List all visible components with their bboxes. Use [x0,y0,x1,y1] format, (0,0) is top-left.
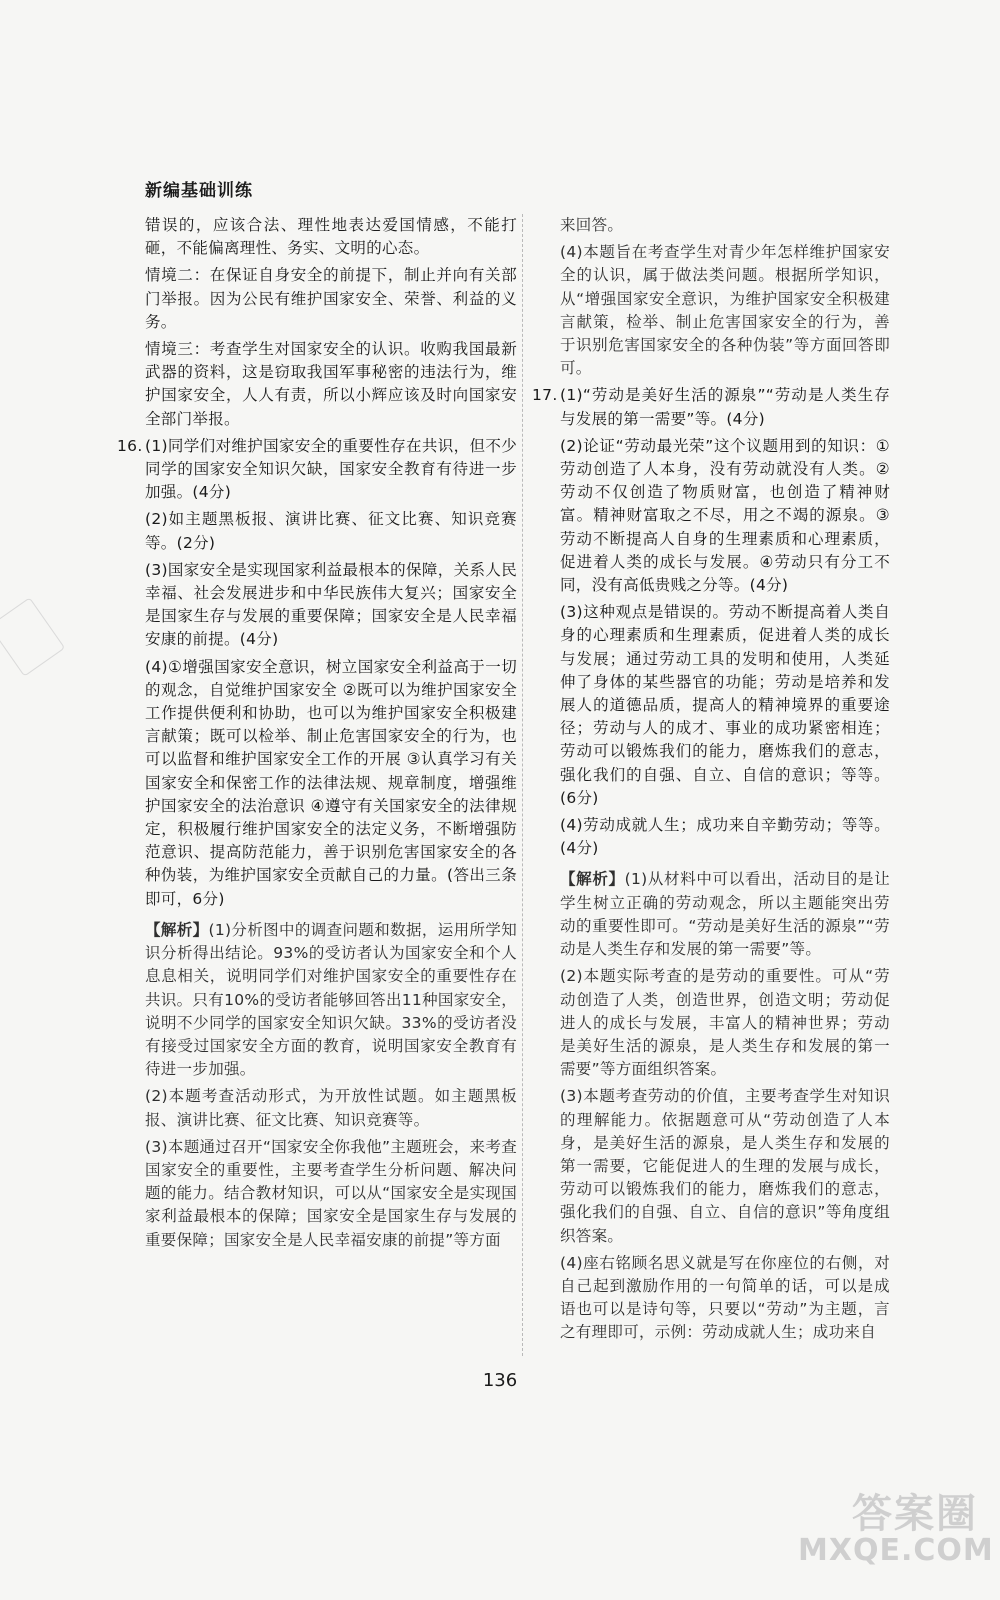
analysis-continuation: 来回答。 [560,216,624,234]
answer-item: (1)“劳动是美好生活的源泉”“劳动是人类生存与发展的第一需要”等。(4分) [560,386,890,428]
question-number: 16. [117,436,143,455]
answer-item: (3)国家安全是实现国家利益最根本的保障，关系人民幸福、社会发展进步和中华民族伟大复兴；国家安全是国家生存与发展的重要保障；国家安全是人民幸福安康的前提。(4分) [145,560,517,649]
analysis-text: (1)分析图中的调查问题和数据，运用所学知识分析得出结论。93%的受访者认为国家安全和个人息息相关，说明同学们对维护国家安全的重要性存在共识。只有10%的受访者能够回答出11种国家安全，说明不少同学的国家安全知识欠缺。33%的受访者没有接受过国家安全方面的教育，说明国家安全教育有待进一步加强。 [145,920,517,1079]
right-column [532,214,891,1349]
answer-item: (3)这种观点是错误的。劳动不断提高着人类自身的心理素质和生理素质，促进着人类的成长与发展；通过劳动工具的发明和使用，人类延伸了身体的某些器官的功能；劳动是培养和发展人的道德品质，提高人的精神境界的重要途径；劳动与人的成才、事业的成功紧密相连；劳动可以锻炼我们的能力，磨炼我们的意志，强化我们的自强、自立、自信的意识；等等。(6分) [560,603,890,807]
analysis-paragraph: (3)本题通过召开“国家安全你我他”主题班会，来考查国家安全的重要性，主要考查学生分析问题、解决问题的能力。结合教材知识，可以从“国家安全是实现国家利益最根本的保障；国家安全是国家生存与发展的重要保障；国家安全是人民幸福安康的前提”等方面 [145,1137,517,1249]
book-title: 新编基础训练 [145,181,253,201]
faint-stamp-mark [0,597,65,676]
answer-item: (2)论证“劳动最光荣”这个议题用到的知识：①劳动创造了人本身，没有劳动就没有人类。②劳动不仅创造了物质财富，也创造了精神财富。精神财富取之不尽，用之不竭的源泉。③劳动不断提高人自身的生理素质和心理素质，促进着人类的成长与发展。④劳动只有分工不同，没有高低贵贱之分等。(4分) [560,436,890,595]
page-number: 136 [482,1370,518,1391]
intro-paragraph: 错误的，应该合法、理性地表达爱国情感，不能打砸，不能偏离理性、务实、文明的心态。 [145,216,517,258]
analysis-tag: 【解析】 [560,870,625,889]
analysis-paragraph: (2)本题考查活动形式，为开放性试题。如主题黑板报、演讲比赛、征文比赛、知识竞赛等。 [145,1087,517,1129]
question-17 [532,384,890,864]
analysis-paragraph: (4)本题旨在考查学生对青少年怎样维护国家安全的认识，属于做法类问题。根据所学知识，从“增强国家安全意识，为维护国家安全积极建言献策，检举、制止危害国家安全的行为，善于识别危害国家安全的各种伪装”等方面回答即可。 [560,243,890,378]
question-body [560,384,890,864]
analysis-tag: 【解析】 [145,920,209,939]
answer-item: (4)劳动成就人生；成功来自辛勤劳动；等等。(4分) [560,816,890,858]
left-column [117,214,517,1256]
intro-paragraph: 情境三：考查学生对国家安全的认识。收购我国最新武器的资料，这是窃取我国军事秘密的违法行为，维护国家安全，人人有责，所以小辉应该及时向国家安全部门举报。 [145,340,517,428]
question-16 [117,435,517,915]
question-body [145,435,517,915]
analysis-paragraph: (3)本题考查劳动的价值，主要考查学生对知识的理解能力。依据题意可从“劳动创造了人本身，是美好生活的源泉，是人类生存和发展的第一需要，它能促进人的生理的发展与成长，劳动可以锻炼我们的能力，磨炼我们的意志，强化我们的自强、自立、自信的意识”等角度组织答案。 [560,1087,890,1245]
answer-item: (2)如主题黑板报、演讲比赛、征文比赛、知识竞赛等。(2分) [145,510,517,552]
analysis-paragraph: (2)本题实际考查的是劳动的重要性。可从“劳动创造了人类，创造世界，创造文明；劳动促进人的成长与发展，丰富人的精神世界；劳动是美好生活的源泉，是人类生存和发展的第一需要”等方面组织答案。 [560,967,890,1079]
analysis-paragraph [145,919,517,1081]
column-divider [522,214,523,1356]
watermark-text-bottom: MXQE.COM [798,1533,994,1568]
analysis-text: (1)从材料中可以看出，活动目的是让学生树立正确的劳动观念，所以主题能突出劳动的重要性即可。“劳动是美好生活的源泉”“劳动是人类生存和发展的第一需要”等。 [560,870,891,959]
question-number: 17. [532,386,558,405]
intro-paragraph: 情境二：在保证自身安全的前提下，制止并向有关部门举报。因为公民有维护国家安全、荣誉、利益的义务。 [145,266,517,331]
answer-item: (1)同学们对维护国家安全的重要性存在共识，但不少同学的国家安全知识欠缺，国家安全教育有待进一步加强。(4分) [145,436,517,502]
analysis-paragraph [560,868,890,961]
site-watermark-logo [798,1482,994,1572]
analysis-paragraph: (4)座右铭顾名思义就是写在你座位的右侧，对自己起到激励作用的一句简单的话，可以是成语也可以是诗句等，只要以“劳动”为主题，言之有理即可，示例：劳动成就人生；成功来自 [560,1253,890,1342]
watermark-text-top: 答案圈 [852,1491,978,1537]
answer-item: (4)①增强国家安全意识，树立国家安全利益高于一切的观念，自觉维护国家安全 ②既可以为维护国家安全工作提供便利和协助，也可以为维护国家安全积极建言献策；既可以检举、制止危害国家安全的行为，也可以监督和维护国家安全工作的开展 ③认真学习有关国家安全和保密工作的法律法规、规章制度，增强维护国家安全的法治意识 ④遵守有关国家安全的法律规定，积极履行维护国家安全的法定义务，不断增强防范意识、提高防范能力，善于识别危害国家安全的各种伪装，为维护国家安全贡献自己的力量。(答出三条即可，6分) [145,657,517,908]
